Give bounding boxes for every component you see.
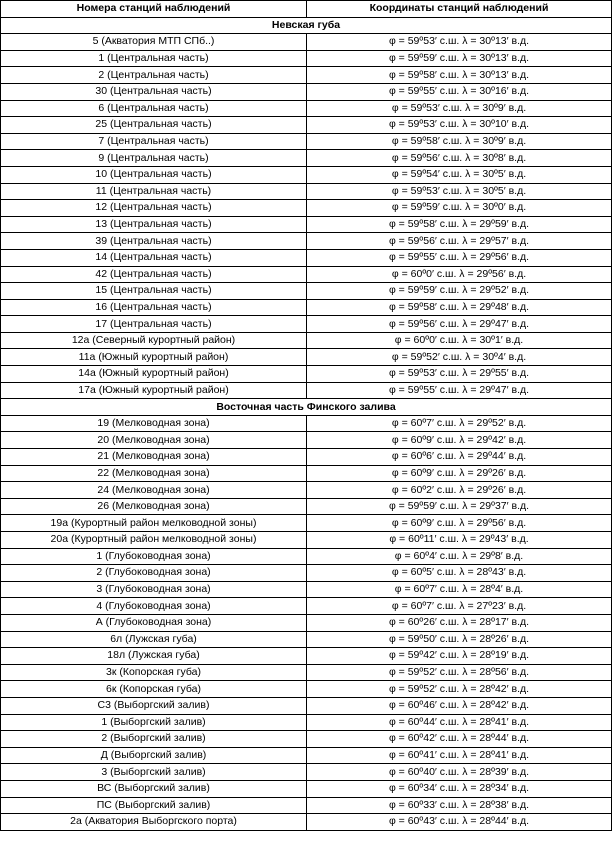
table-row	[1, 249, 612, 266]
station-name-cell: 1 (Глубоководная зона)	[1, 548, 307, 565]
table-row	[1, 714, 612, 731]
header-coords-column: Координаты станций наблюдений	[307, 1, 612, 18]
station-name-cell: 17а (Южный курортный район)	[1, 382, 307, 399]
table-row	[1, 150, 612, 167]
table-row	[1, 283, 612, 300]
station-coords-cell: φ = 60º2′ с.ш. λ = 29º26′ в.д.	[307, 482, 612, 499]
station-coords-cell: φ = 59º53′ с.ш. λ = 30º10′ в.д.	[307, 117, 612, 134]
table-row	[1, 332, 612, 349]
table-row	[1, 100, 612, 117]
station-name-cell: С3 (Выборгский залив)	[1, 697, 307, 714]
station-coords-cell: φ = 60º0′ с.ш. λ = 29º56′ в.д.	[307, 266, 612, 283]
station-name-cell: 11 (Центральная часть)	[1, 183, 307, 200]
station-coords-cell: φ = 60º46′ с.ш. λ = 28º42′ в.д.	[307, 697, 612, 714]
station-coords-cell: φ = 59º50′ с.ш. λ = 28º26′ в.д.	[307, 631, 612, 648]
station-name-cell: 6л (Лужская губа)	[1, 631, 307, 648]
station-coords-cell: φ = 60º7′ с.ш. λ = 29º52′ в.д.	[307, 415, 612, 432]
station-name-cell: 12 (Центральная часть)	[1, 200, 307, 217]
table-row	[1, 648, 612, 665]
station-name-cell: 2 (Выборгский залив)	[1, 731, 307, 748]
table-row	[1, 266, 612, 283]
station-coords-cell: φ = 60º26′ с.ш. λ = 28º17′ в.д.	[307, 614, 612, 631]
station-coords-cell: φ = 59º58′ с.ш. λ = 30º13′ в.д.	[307, 67, 612, 84]
station-name-cell: 26 (Мелководная зона)	[1, 498, 307, 515]
station-name-cell: 2 (Центральная часть)	[1, 67, 307, 84]
table-row	[1, 200, 612, 217]
header-station-column: Номера станций наблюдений	[1, 1, 307, 18]
station-coords-cell: φ = 59º56′ с.ш. λ = 29º57′ в.д.	[307, 233, 612, 250]
station-name-cell: ПС (Выборгский залив)	[1, 797, 307, 814]
station-name-cell: 39 (Центральная часть)	[1, 233, 307, 250]
section-row	[1, 17, 612, 34]
station-name-cell: 18л (Лужская губа)	[1, 648, 307, 665]
table-row	[1, 83, 612, 100]
station-coords-cell: φ = 59º52′ с.ш. λ = 28º56′ в.д.	[307, 664, 612, 681]
table-row	[1, 465, 612, 482]
station-name-cell: 9 (Центральная часть)	[1, 150, 307, 167]
header-row	[1, 1, 612, 18]
table-row	[1, 797, 612, 814]
table-row	[1, 67, 612, 84]
station-name-cell: 14а (Южный курортный район)	[1, 366, 307, 383]
table-row	[1, 415, 612, 432]
station-name-cell: 12а (Северный курортный район)	[1, 332, 307, 349]
station-name-cell: 5 (Акватория МТП СПб..)	[1, 34, 307, 51]
station-coords-cell: φ = 60º7′ с.ш. λ = 28º4′ в.д.	[307, 581, 612, 598]
table-row	[1, 664, 612, 681]
station-coords-cell: φ = 59º52′ с.ш. λ = 28º42′ в.д.	[307, 681, 612, 698]
table-row	[1, 565, 612, 582]
station-coords-cell: φ = 59º53′ с.ш. λ = 30º13′ в.д.	[307, 34, 612, 51]
table-body	[1, 17, 612, 830]
station-coords-cell: φ = 60º0′ с.ш. λ = 30º1′ в.д.	[307, 332, 612, 349]
station-coords-cell: φ = 59º42′ с.ш. λ = 28º19′ в.д.	[307, 648, 612, 665]
section-title: Невская губа	[1, 17, 612, 34]
table-row	[1, 482, 612, 499]
station-coords-cell: φ = 60º41′ с.ш. λ = 28º41′ в.д.	[307, 747, 612, 764]
station-coords-cell: φ = 60º5′ с.ш. λ = 28º43′ в.д.	[307, 565, 612, 582]
station-coords-cell: φ = 60º44′ с.ш. λ = 28º41′ в.д.	[307, 714, 612, 731]
table-row	[1, 299, 612, 316]
station-coords-cell: φ = 59º54′ с.ш. λ = 30º5′ в.д.	[307, 166, 612, 183]
table-row	[1, 780, 612, 797]
table-row	[1, 34, 612, 51]
table-row	[1, 681, 612, 698]
station-coords-cell: φ = 60º40′ с.ш. λ = 28º39′ в.д.	[307, 764, 612, 781]
table-row	[1, 166, 612, 183]
table-row	[1, 747, 612, 764]
station-coords-cell: φ = 59º53′ с.ш. λ = 29º55′ в.д.	[307, 366, 612, 383]
station-name-cell: 19а (Курортный район мелководной зоны)	[1, 515, 307, 532]
table-row	[1, 814, 612, 831]
station-name-cell: 13 (Центральная часть)	[1, 216, 307, 233]
station-coords-cell: φ = 60º7′ с.ш. λ = 27º23′ в.д.	[307, 598, 612, 615]
station-coords-cell: φ = 59º53′ с.ш. λ = 30º9′ в.д.	[307, 100, 612, 117]
table-row	[1, 548, 612, 565]
table-row	[1, 50, 612, 67]
station-coords-cell: φ = 59º55′ с.ш. λ = 29º47′ в.д.	[307, 382, 612, 399]
table-row	[1, 366, 612, 383]
station-name-cell: 19 (Мелководная зона)	[1, 415, 307, 432]
section-row	[1, 399, 612, 416]
table-row	[1, 498, 612, 515]
station-name-cell: 1 (Центральная часть)	[1, 50, 307, 67]
table-row	[1, 216, 612, 233]
station-coords-cell: φ = 59º53′ с.ш. λ = 30º5′ в.д.	[307, 183, 612, 200]
station-coords-cell: φ = 59º52′ с.ш. λ = 30º4′ в.д.	[307, 349, 612, 366]
station-coords-cell: φ = 59º58′ с.ш. λ = 29º48′ в.д.	[307, 299, 612, 316]
station-name-cell: 1 (Выборгский залив)	[1, 714, 307, 731]
station-coords-cell: φ = 60º11′ с.ш. λ = 29º43′ в.д.	[307, 532, 612, 549]
station-name-cell: ВС (Выборгский залив)	[1, 780, 307, 797]
station-coords-cell: φ = 59º55′ с.ш. λ = 29º56′ в.д.	[307, 249, 612, 266]
table-row	[1, 532, 612, 549]
station-coords-cell: φ = 59º59′ с.ш. λ = 30º13′ в.д.	[307, 50, 612, 67]
station-coords-cell: φ = 60º33′ с.ш. λ = 28º38′ в.д.	[307, 797, 612, 814]
station-name-cell: 14 (Центральная часть)	[1, 249, 307, 266]
station-coords-cell: φ = 60º43′ с.ш. λ = 28º44′ в.д.	[307, 814, 612, 831]
station-name-cell: 21 (Мелководная зона)	[1, 449, 307, 466]
table-row	[1, 432, 612, 449]
station-name-cell: 6 (Центральная часть)	[1, 100, 307, 117]
table-row	[1, 515, 612, 532]
table-row	[1, 233, 612, 250]
table-row	[1, 316, 612, 333]
station-name-cell: 42 (Центральная часть)	[1, 266, 307, 283]
table-row	[1, 614, 612, 631]
station-coords-cell: φ = 59º58′ с.ш. λ = 30º9′ в.д.	[307, 133, 612, 150]
station-name-cell: 24 (Мелководная зона)	[1, 482, 307, 499]
station-name-cell: 10 (Центральная часть)	[1, 166, 307, 183]
table-row	[1, 581, 612, 598]
station-name-cell: 17 (Центральная часть)	[1, 316, 307, 333]
station-name-cell: Д (Выборгский залив)	[1, 747, 307, 764]
station-name-cell: 20 (Мелководная зона)	[1, 432, 307, 449]
station-name-cell: 2а (Акватория Выборгского порта)	[1, 814, 307, 831]
station-name-cell: 6к (Копорская губа)	[1, 681, 307, 698]
station-coords-cell: φ = 59º59′ с.ш. λ = 30º0′ в.д.	[307, 200, 612, 217]
station-name-cell: А (Глубоководная зона)	[1, 614, 307, 631]
station-coords-cell: φ = 59º55′ с.ш. λ = 30º16′ в.д.	[307, 83, 612, 100]
station-coords-cell: φ = 59º56′ с.ш. λ = 29º47′ в.д.	[307, 316, 612, 333]
table-row	[1, 697, 612, 714]
table-row	[1, 764, 612, 781]
station-coords-cell: φ = 60º9′ с.ш. λ = 29º56′ в.д.	[307, 515, 612, 532]
table-row	[1, 183, 612, 200]
station-coords-cell: φ = 60º6′ с.ш. λ = 29º44′ в.д.	[307, 449, 612, 466]
station-coords-cell: φ = 60º42′ с.ш. λ = 28º44′ в.д.	[307, 731, 612, 748]
station-name-cell: 3 (Глубоководная зона)	[1, 581, 307, 598]
station-name-cell: 2 (Глубоководная зона)	[1, 565, 307, 582]
table-row	[1, 598, 612, 615]
station-coords-cell: φ = 60º34′ с.ш. λ = 28º34′ в.д.	[307, 780, 612, 797]
station-coords-cell: φ = 60º9′ с.ш. λ = 29º26′ в.д.	[307, 465, 612, 482]
station-coords-cell: φ = 59º59′ с.ш. λ = 29º52′ в.д.	[307, 283, 612, 300]
station-name-cell: 3к (Копорская губа)	[1, 664, 307, 681]
station-coords-cell: φ = 59º56′ с.ш. λ = 30º8′ в.д.	[307, 150, 612, 167]
table-row	[1, 382, 612, 399]
table-row	[1, 731, 612, 748]
table-row	[1, 349, 612, 366]
table-row	[1, 631, 612, 648]
table-row	[1, 449, 612, 466]
station-name-cell: 22 (Мелководная зона)	[1, 465, 307, 482]
station-coords-cell: φ = 59º58′ с.ш. λ = 29º59′ в.д.	[307, 216, 612, 233]
station-name-cell: 25 (Центральная часть)	[1, 117, 307, 134]
station-name-cell: 15 (Центральная часть)	[1, 283, 307, 300]
station-name-cell: 3 (Выборгский залив)	[1, 764, 307, 781]
station-name-cell: 30 (Центральная часть)	[1, 83, 307, 100]
station-name-cell: 20а (Курортный район мелководной зоны)	[1, 532, 307, 549]
station-name-cell: 11а (Южный курортный район)	[1, 349, 307, 366]
table-row	[1, 117, 612, 134]
station-name-cell: 16 (Центральная часть)	[1, 299, 307, 316]
station-coords-cell: φ = 60º9′ с.ш. λ = 29º42′ в.д.	[307, 432, 612, 449]
station-name-cell: 4 (Глубоководная зона)	[1, 598, 307, 615]
station-coords-cell: φ = 59º59′ с.ш. λ = 29º37′ в.д.	[307, 498, 612, 515]
station-name-cell: 7 (Центральная часть)	[1, 133, 307, 150]
section-title: Восточная часть Финского залива	[1, 399, 612, 416]
station-coords-cell: φ = 60º4′ с.ш. λ = 29º8′ в.д.	[307, 548, 612, 565]
table-row	[1, 133, 612, 150]
